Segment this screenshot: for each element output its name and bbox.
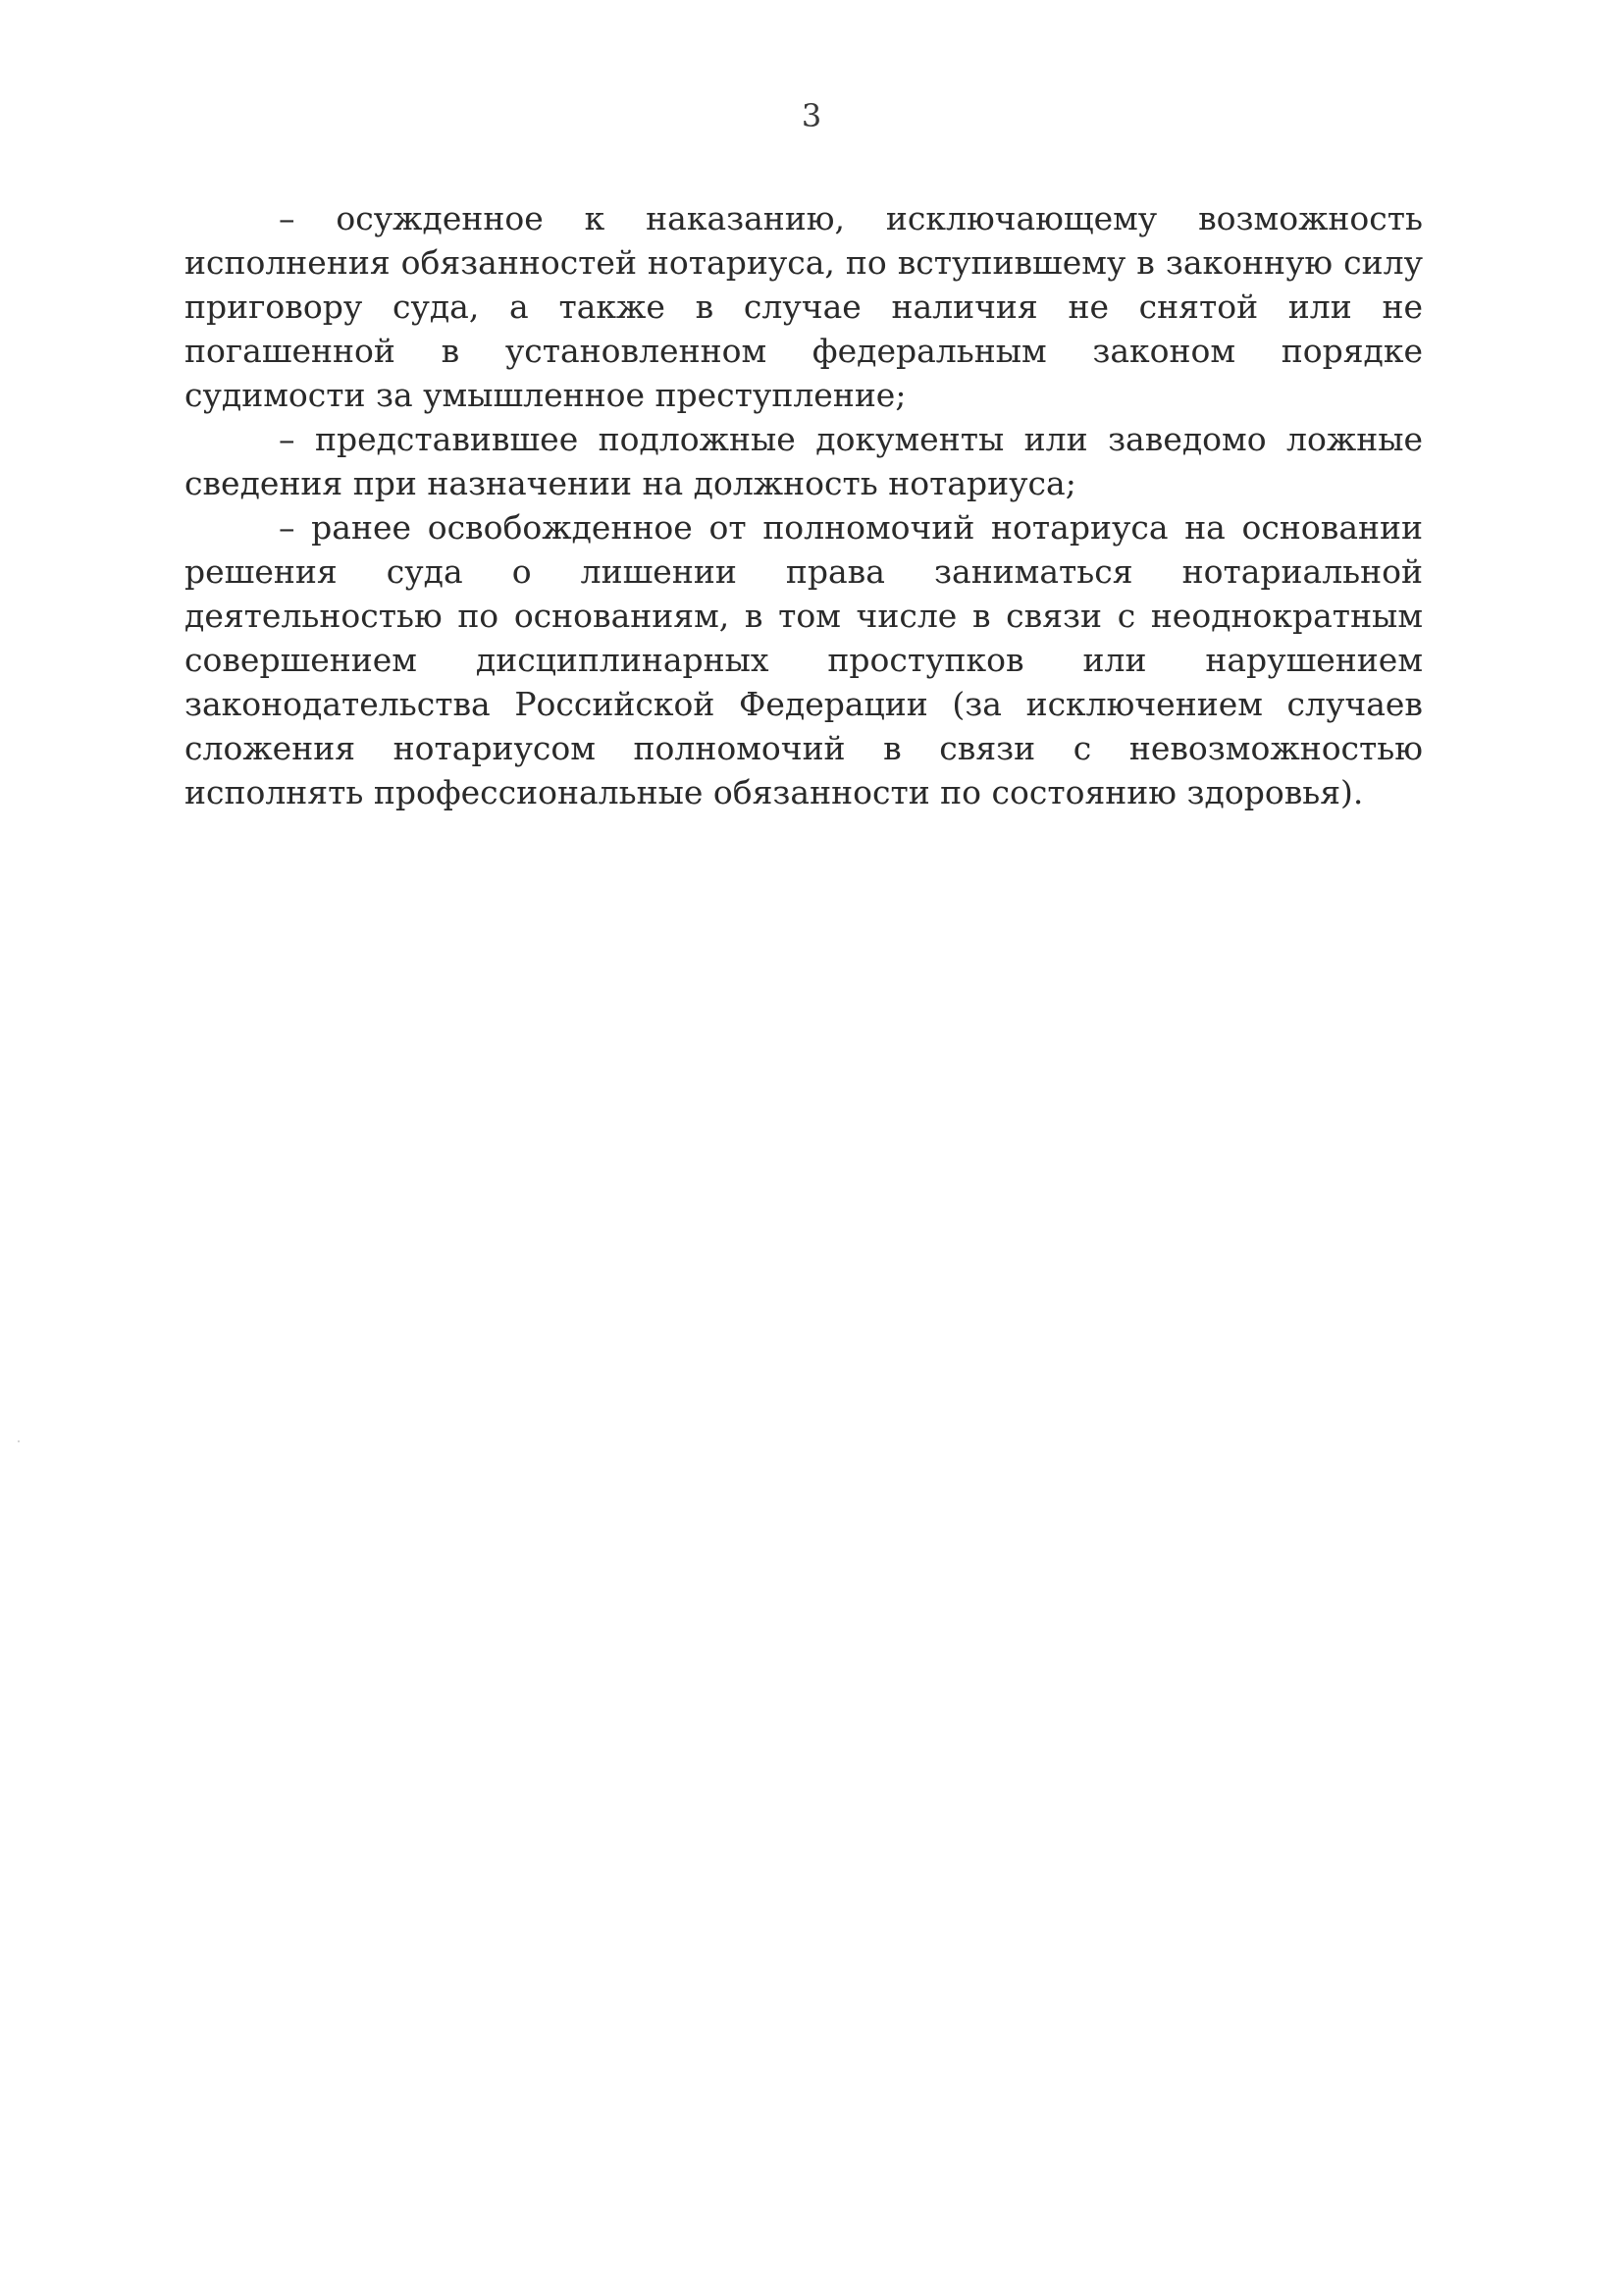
paragraph-false-documents: – представившее подложные документы или заведомо ложные сведения при назначении на должность нотариуса; bbox=[184, 420, 1423, 502]
document-body bbox=[184, 196, 1423, 814]
paragraph-previously-released: – ранее освобожденное от полномочий нотариуса на основании решения суда о лишении права заниматься нотариальной деятельностью по основаниям, в том числе в связи с неоднократным совершением дисциплинарных проступков или нарушением законодательства Российской Федерации (за исключением случаев сложения нотариусом полномочий в связи с невозможностью исполнять профессиональные обязанности по состоянию здоровья). bbox=[184, 508, 1423, 811]
page-number: 3 bbox=[801, 97, 822, 134]
scan-speck bbox=[18, 1440, 20, 1442]
paragraph-convicted: – осужденное к наказанию, исключающему возможность исполнения обязанностей нотариуса, по вступившему в законную силу приговору суда, а также в случае наличия не снятой или не погашенной в установленном федеральным законом порядке судимости за умышленное преступление; bbox=[184, 199, 1423, 414]
